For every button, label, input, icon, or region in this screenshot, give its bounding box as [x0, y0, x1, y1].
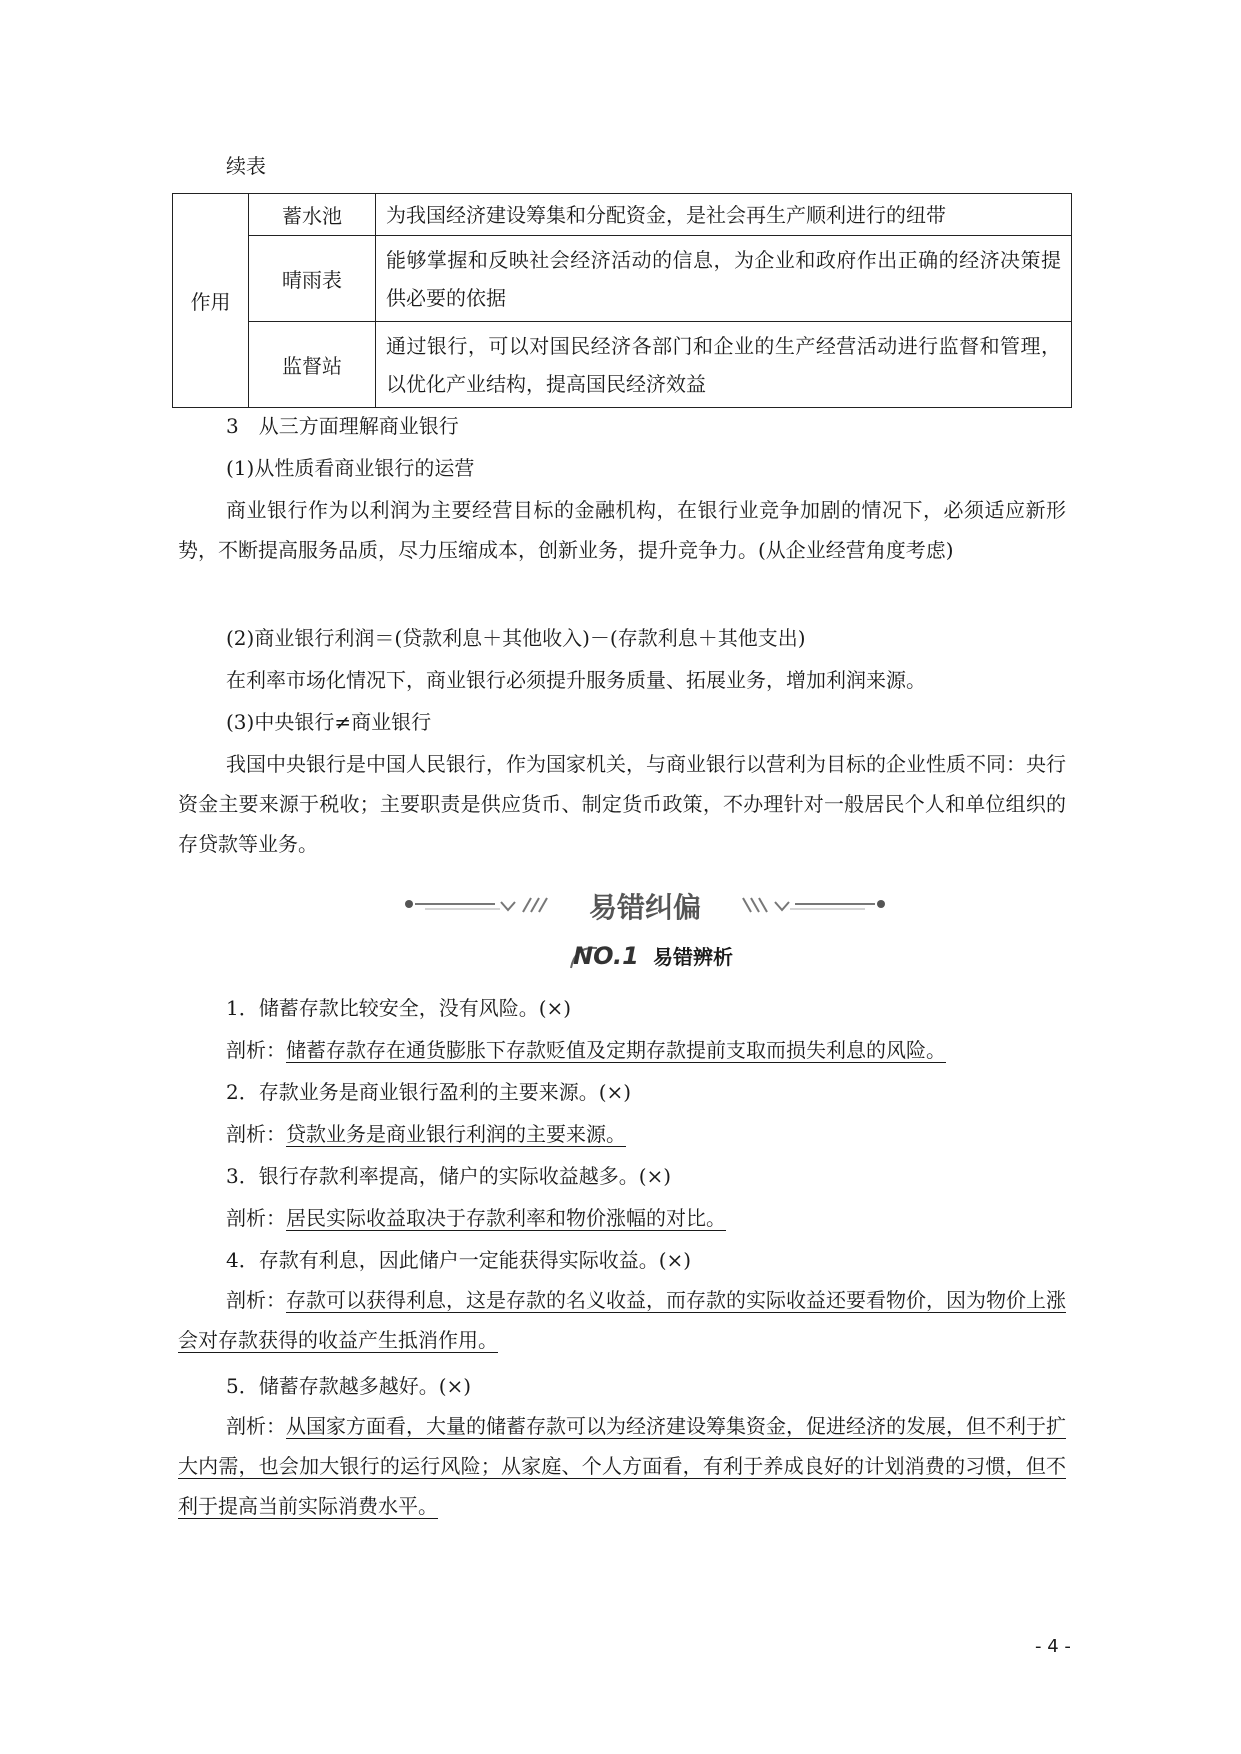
- analysis-text: 存款可以获得利息，这是存款的名义收益，而存款的实际收益还要看物价，因为物价上涨会对存款获得的收益产生抵消作用。: [178, 1288, 1066, 1352]
- item-analysis: [226, 1204, 726, 1232]
- analysis-text: 从国家方面看，大量的储蓄存款可以为经济建设筹集资金，促进经济的发展，但不利于扩大内需，也会加大银行的运行风险；从家庭、个人方面看，有利于养成良好的计划消费的习惯，但不利于提高当前实际消费水平。: [178, 1414, 1066, 1518]
- analysis-label: 剖析：: [226, 1206, 286, 1230]
- table-row: [173, 322, 1072, 408]
- section-heading: 3 从三方面理解商业银行: [226, 414, 459, 438]
- sub-heading: (1)从性质看商业银行的运营: [226, 456, 475, 480]
- section-banner: [405, 880, 885, 928]
- bank-functions-table: [172, 193, 1072, 408]
- item-question: 3．银行存款利率提高，储户的实际收益越多。(×): [226, 1164, 672, 1188]
- continued-table-label: 续表: [226, 154, 266, 178]
- analysis-label: 剖析：: [226, 1288, 286, 1312]
- table-desc: 通过银行，可以对国民经济各部门和企业的生产经营活动进行监督和管理，以优化产业结构，提高国民经济效益: [376, 322, 1072, 408]
- analysis-text: 贷款业务是商业银行利润的主要来源。: [286, 1122, 626, 1146]
- page-number: - 4 -: [1035, 1636, 1071, 1657]
- table-row: [173, 194, 1072, 236]
- table-term: 晴雨表: [249, 236, 376, 322]
- item-question: 4．存款有利息，因此储户一定能获得实际收益。(×): [226, 1248, 692, 1272]
- item-question: 2．存款业务是商业银行盈利的主要来源。(×): [226, 1080, 632, 1104]
- analysis-label: 剖析：: [226, 1122, 286, 1146]
- item-analysis: [178, 1280, 1066, 1360]
- table-term: 蓄水池: [249, 194, 376, 236]
- analysis-text: 储蓄存款存在通货膨胀下存款贬值及定期存款提前支取而损失利息的风险。: [286, 1038, 946, 1062]
- paragraph: 商业银行作为以利润为主要经营目标的金融机构，在银行业竞争加剧的情况下，必须适应新形势，不断提高服务品质，尽力压缩成本，创新业务，提升竞争力。(从企业经营角度考虑): [178, 498, 1066, 562]
- table-row: [173, 236, 1072, 322]
- table-desc: 能够掌握和反映社会经济活动的信息，为企业和政府作出正确的经济决策提供必要的依据: [376, 236, 1072, 322]
- analysis-label: 剖析：: [226, 1414, 286, 1438]
- table-desc: 为我国经济建设筹集和分配资金，是社会再生产顺利进行的纽带: [376, 194, 1072, 236]
- sub-heading: (3)中央银行≠商业银行: [226, 710, 432, 734]
- item-analysis: [178, 1406, 1066, 1526]
- paragraph: 我国中央银行是中国人民银行，作为国家机关，与商业银行以营利为目标的企业性质不同：央行资金主要来源于税收；主要职责是供应货币、制定货币政策，不办理针对一般居民个人和单位组织的存贷款等业务。: [178, 752, 1066, 856]
- item-analysis: [226, 1036, 946, 1064]
- subsection-title: 易错辨析: [653, 945, 733, 969]
- sub-heading: (2)商业银行利润＝(贷款利息＋其他收入)－(存款利息＋其他支出): [226, 626, 806, 650]
- table-term: 监督站: [249, 322, 376, 408]
- table-group-label: 作用: [173, 194, 249, 408]
- analysis-label: 剖析：: [226, 1038, 286, 1062]
- item-question: 5．储蓄存款越多越好。(×): [226, 1374, 472, 1398]
- analysis-text: 居民实际收益取决于存款利率和物价涨幅的对比。: [286, 1206, 726, 1230]
- item-analysis: [226, 1120, 626, 1148]
- item-question: 1．储蓄存款比较安全，没有风险。(×): [226, 996, 572, 1020]
- banner-title: 易错纠偏: [588, 891, 701, 924]
- subsection-logo: NO.1: [573, 942, 639, 970]
- paragraph: 在利率市场化情况下，商业银行必须提升服务质量、拓展业务，增加利润来源。: [226, 668, 926, 692]
